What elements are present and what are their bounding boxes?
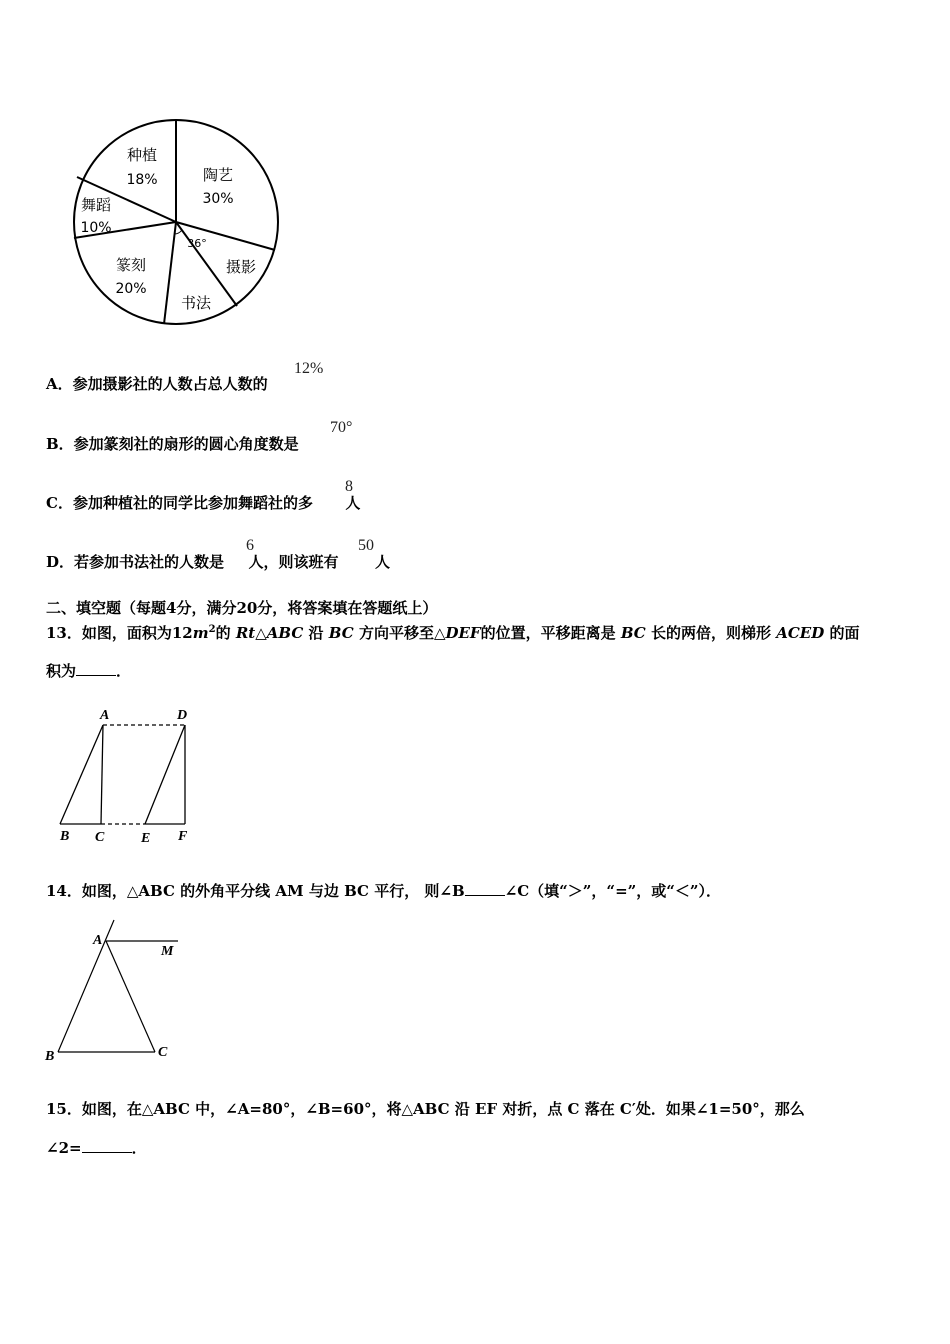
option-d-value1: 6 [246, 537, 254, 554]
option-b-value: 70° [330, 419, 353, 436]
q13-seg-de [145, 725, 185, 824]
sector-label-sheying: 摄影 [225, 258, 257, 276]
section-2-title: 二、填空题（每题4分，满分20分，将答案填在答题纸上） [46, 599, 438, 617]
q13-label-f: F [178, 829, 188, 844]
option-c-text1: C．参加种植社的同学比参加舞蹈社的多 [46, 494, 313, 512]
angle-label: 36° [187, 237, 207, 250]
q13-seg-ac [101, 725, 103, 824]
sector-pct-zhuanke: 20% [115, 281, 147, 297]
q14-figure [40, 915, 190, 1065]
option-b [46, 433, 299, 454]
sector-label-shufa: 书法 [180, 294, 212, 312]
q15-line2: ∠2= ． [46, 1139, 147, 1157]
option-d-text3: 人 [374, 553, 390, 571]
q13-label-e: E [141, 831, 151, 846]
option-c-value: 8 [345, 478, 353, 495]
q14-label-c: C [158, 1045, 168, 1060]
option-d-value2: 50 [358, 537, 374, 554]
q14-label-b: B [45, 1049, 55, 1064]
q13-seg-ab [60, 725, 103, 824]
sector-label-wudao: 舞蹈 [80, 196, 112, 214]
sector-pct-wudao: 10% [80, 220, 112, 236]
pie-divider-bottom [164, 222, 176, 324]
q13-line2: 积为 ． [46, 662, 132, 680]
q14-label-m: M [161, 944, 174, 959]
option-a [46, 373, 268, 394]
q14-line: 14．如图，△ABC 的外角平分线 AM 与边 BC 平行， 则∠B ∠C（填“＞”，“=”，或“＜”）． [46, 882, 722, 900]
sector-label-zhongzhi: 种植 [126, 146, 158, 164]
q13-label-a: A [100, 708, 110, 723]
q13-figure [50, 700, 210, 850]
q13-label-d: D [177, 708, 188, 723]
option-d-text2: 人，则该班有 [248, 553, 339, 571]
option-a-text: A．参加摄影社的人数占总人数的 [46, 375, 268, 393]
q13-label-c: C [95, 830, 105, 845]
option-c [46, 492, 360, 513]
q13-answer-blank[interactable] [76, 675, 116, 676]
q15-answer-blank[interactable] [82, 1152, 132, 1153]
q14-answer-blank[interactable] [465, 895, 505, 896]
q14-label-a: A [93, 933, 103, 948]
sector-label-taoyi: 陶艺 [202, 166, 234, 184]
q13-label-b: B [60, 829, 70, 844]
q14-ext-line [58, 920, 114, 1052]
option-a-value: 12% [294, 360, 324, 377]
q13-line1: 13．如图，面积为$12m^2$的 Rt△ABC 沿 BC 方向平移至△DEF的位置，平移距离是 BC 长的两倍，则梯形 ACED 的面 [46, 624, 860, 642]
q14-seg-ac [106, 941, 155, 1052]
pie-chart [66, 110, 286, 335]
option-d [46, 551, 390, 572]
option-d-text1: D．若参加书法社的人数是 [46, 553, 225, 571]
option-c-text2: 人 [345, 494, 361, 512]
sector-label-zhuanke: 篆刻 [115, 256, 147, 274]
sector-pct-zhongzhi: 18% [126, 172, 158, 188]
q15-line1: 15．如图，在△ABC 中，∠A=80°，∠B=60°，将△ABC 沿 EF 对折，点 C 落在 C′处．如果∠1=50°，那么 [46, 1100, 805, 1118]
sector-pct-taoyi: 30% [202, 191, 234, 207]
option-b-text: B．参加篆刻社的扇形的圆心角度数是 [46, 435, 299, 453]
